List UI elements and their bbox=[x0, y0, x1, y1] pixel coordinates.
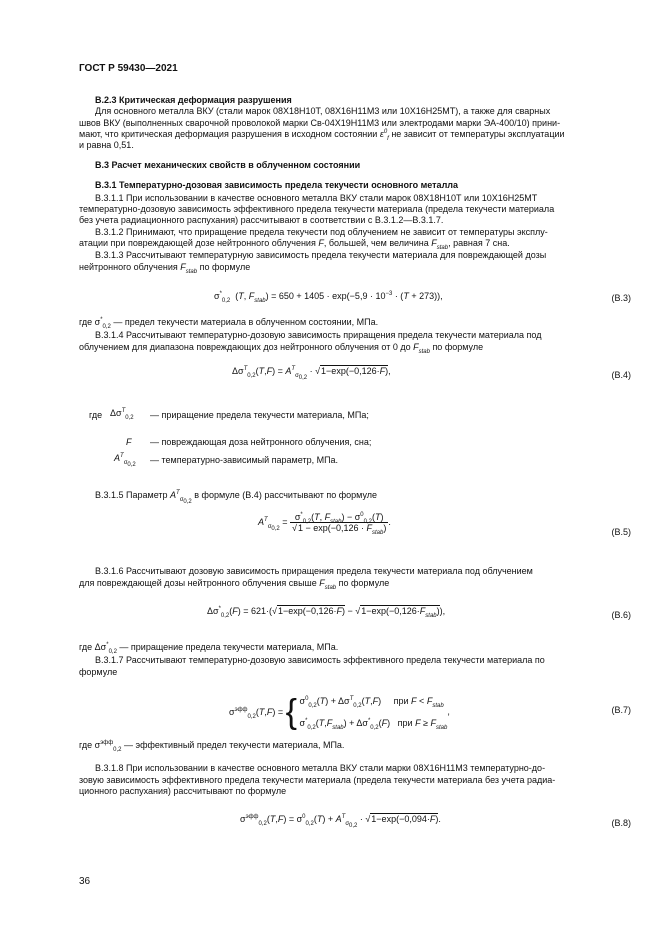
b312-line2: атации при повреждающей дозе нейтронного облучения F, большей, чем величина $F_{stab}$, равная 7 сна. bbox=[79, 238, 510, 251]
equation-b4-number: (B.4) bbox=[611, 370, 631, 380]
b316-line2: для повреждающей дозы нейтронного облучения свыше $F_{stab}$ по формуле bbox=[79, 578, 390, 591]
b318-line3: ционного распухания) рассчитывают по формуле bbox=[79, 786, 287, 796]
equation-b5-number: (B.5) bbox=[611, 527, 631, 537]
b23-line2: швов ВКУ (выполненных сварочной проволокой марки Св-04Х19Н11М3 или электродами марки ЭА-400/10) прини- bbox=[79, 118, 561, 128]
page-number: 36 bbox=[79, 876, 91, 887]
b317-line2: формуле bbox=[79, 667, 118, 677]
b313-line1: B.3.1.3 Рассчитывают температурную зависимость предела текучести материала для повреждающей дозы bbox=[95, 250, 547, 260]
equation-b4: $\Delta\sigma^T_{0,2}(T,F) = A^T_{\sigma_{0,2}} \cdot √1-\exp(-0,126\cdot F)$, bbox=[232, 366, 391, 381]
b23-line3-text-b: не зависит от температуры эксплуатации bbox=[388, 129, 565, 139]
equation-b6-number: (B.6) bbox=[611, 610, 631, 620]
equation-b3-number: (B.3) bbox=[611, 293, 631, 303]
b6-where: где $\Delta\sigma^*_{0,2}$ — приращение предела текучести материала, МПа. bbox=[79, 642, 339, 655]
b4-where-sym2: F bbox=[126, 437, 132, 447]
b4-where-label: где bbox=[89, 410, 103, 420]
b3-where: где $\sigma^*_{0,2}$ — предел текучести материала в облученном состоянии, МПа. bbox=[79, 317, 379, 330]
b23-line3-text-a: мают, что критическая деформация разрушения в исходном состоянии bbox=[79, 129, 380, 139]
b4-where-def1: — приращение предела текучести материала, МПа; bbox=[150, 410, 369, 420]
equation-b6: $\Delta\sigma^*_{0,2}(F) = 621\cdot(√1-\exp(-0,126\cdot F) - √1-\exp(-0,126\cdot F_{stab}))$, bbox=[207, 606, 446, 619]
b311-line2: температурно-дозовую зависимость эффективного предела текучести материала (предела текучести материала bbox=[79, 204, 555, 214]
equation-b7-number: (B.7) bbox=[611, 705, 631, 715]
b311-line1: B.3.1.1 При использовании в качестве основного металла ВКУ стали марок 08Х18Н10Т или 10Х16Н25МТ bbox=[95, 193, 538, 203]
b311-line3: без учета радиационного распухания) рассчитывают в соответствии с B.3.1.2—B.3.1.7. bbox=[79, 215, 444, 225]
b316-line1: B.3.1.6 Рассчитывают дозовую зависимость приращения предела текучести материала под облучением bbox=[95, 566, 533, 576]
epsilon-symbol: $\varepsilon^0_f$ bbox=[379, 129, 389, 142]
equation-b7: $\sigma^{эфф}_{0,2}(T,F)$ = { $\sigma^0_{0,2}(T) + \Delta\sigma^T_{0,2}(T,F)$ при $F < F_{stab}$ $\sigma^*_{0,2}(T,F_{stab}) + \Delta\sigma^*_{0,2}(F)$ при $F \ge F_{stab}$, bbox=[229, 693, 450, 731]
section-b31-title: B.3.1 Температурно-дозовая зависимость предела текучести основного металла bbox=[95, 180, 459, 190]
b23-line1: Для основного металла ВКУ (стали марок 08Х18Н10Т, 08Х16Н11М3 или 10Х16Н25МТ), а также для сварных bbox=[95, 106, 551, 116]
b23-line4: и равна 0,51. bbox=[79, 140, 134, 150]
b312-line1: B.3.1.2 Принимают, что приращение предела текучести под облучением не зависит от температуры эксплу- bbox=[95, 227, 548, 237]
b7-where: где $\sigma^{эфф}_{0,2}$ — эффективный предел текучести материала, МПа. bbox=[79, 740, 345, 753]
b315-line: B.3.1.5 Параметр $A^T_{\sigma_{0,2}}$ в формуле (B.4) рассчитывают по формуле bbox=[95, 490, 378, 505]
section-b23-title: B.2.3 Критическая деформация разрушения bbox=[95, 95, 292, 105]
b4-where-sym3: $A^T_{\sigma_{0,2}}$ bbox=[114, 453, 136, 468]
equation-b8-number: (B.8) bbox=[611, 818, 631, 828]
b317-line1: B.3.1.7 Рассчитывают температурно-дозовую зависимость эффективного предела текучести материала по bbox=[95, 655, 545, 665]
b4-where-def2: — повреждающая доза нейтронного облучения, сна; bbox=[150, 437, 372, 447]
b4-where-def3: — температурно-зависимый параметр, МПа. bbox=[150, 455, 339, 465]
b23-line3 bbox=[79, 129, 565, 140]
section-b3-title: B.3 Расчет механических свойств в облученном состоянии bbox=[95, 160, 361, 170]
b4-where-sym1: $\Delta\sigma^T_{0,2}$ bbox=[110, 408, 134, 421]
b314-line1: B.3.1.4 Рассчитывают температурно-дозовую зависимость приращения предела текучести материала под bbox=[95, 330, 542, 340]
equation-b3: $\sigma^*_{0,2}$ (T, $F_{stab}) = 650 + 1405 \cdot \exp(-5,9 \cdot 10^{-3} \cdot (T + 273))$, bbox=[214, 291, 443, 304]
equation-b5: $A^T_{\sigma_{0,2}}$ = $\frac{\sigma^*_{0,2}(T, F_{stab}) - \sigma^0_{0,2}(T)}{√1 - \exp(-0,126 \cdot F_{stab})}$ . bbox=[258, 512, 391, 536]
b314-line2: облучением для диапазона повреждающих доз нейтронного облучения от 0 до $F_{stab}$ по формуле bbox=[79, 342, 484, 355]
b318-line1: B.3.1.8 При использовании в качестве основного металла ВКУ стали марки 08Х16Н11М3 температурно-до- bbox=[95, 763, 546, 773]
b318-line2: зовую зависимость эффективного предела текучести материала (предела текучести материала без учета радиа- bbox=[79, 775, 556, 785]
b313-line2: нейтронного облучения $F_{stab}$ по формуле bbox=[79, 262, 251, 275]
page-header-standard: ГОСТ Р 59430—2021 bbox=[79, 63, 178, 74]
equation-b8: $\sigma^{эфф}_{0,2}(T,F) = \sigma^0_{0,2}(T) + A^T_{\sigma_{0,2}} \cdot √1-\exp(-0,094\cdot F)$. bbox=[240, 814, 441, 829]
